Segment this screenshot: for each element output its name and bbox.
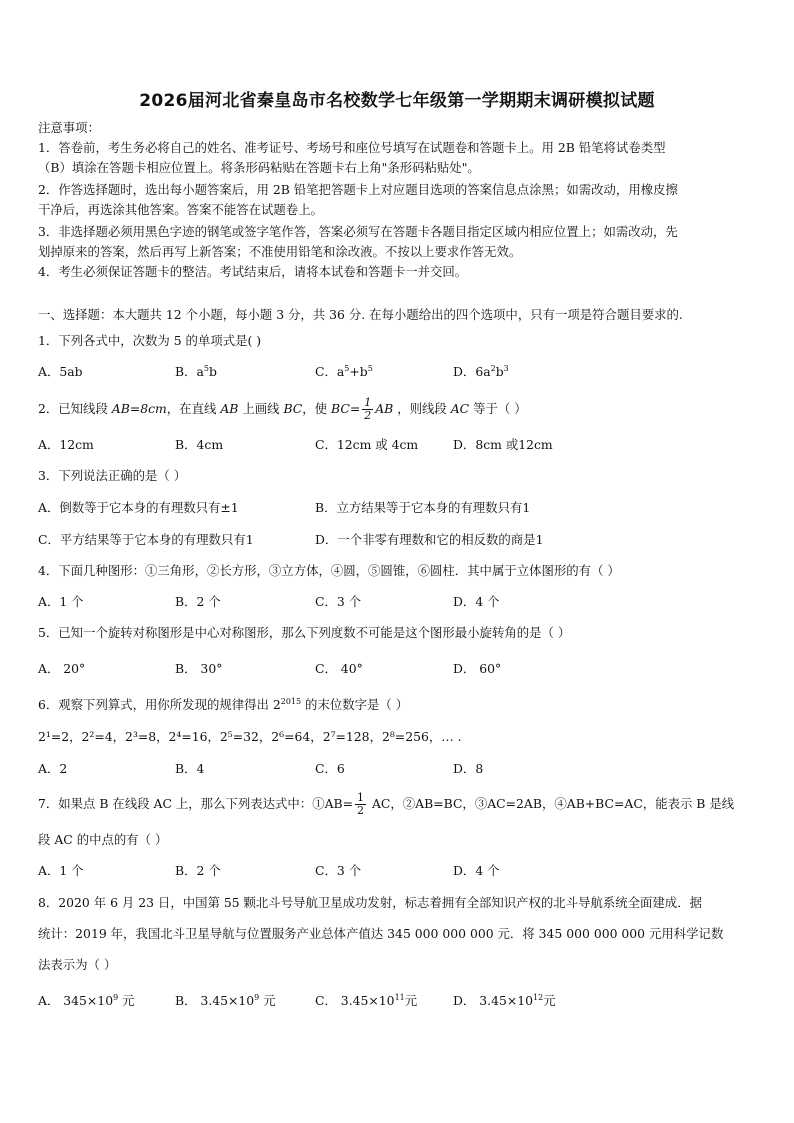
q3-option-c: C．平方结果等于它本身的有理数只有1: [38, 532, 254, 547]
question-8-stem-line-1: 8．2020 年 6 月 23 日，中国第 55 颗北斗号导航卫星成功发射，标志着拥有全部知识产权的北斗导航系统全面建成．据: [38, 895, 702, 910]
q4-option-d: D．4 个: [453, 594, 500, 609]
question-6-sequence: 2¹=2，2²=4，2³=8，2⁴=16，2⁵=32，2⁶=64，2⁷=128，2⁸=256，… .: [38, 729, 462, 744]
question-7-options: [38, 861, 760, 881]
question-1-stem: 1．下列各式中，次数为 5 的单项式是( ): [38, 333, 262, 348]
notice-heading: 注意事项：: [38, 120, 100, 135]
question-6-options: [38, 759, 760, 779]
section-heading: 一、选择题：本大题共 12 个小题，每小题 3 分，共 36 分. 在每小题给出的四个选项中，只有一项是符合题目要求的.: [38, 307, 683, 322]
q3-option-d: D．一个非零有理数和它的相反数的商是1: [315, 532, 544, 547]
question-8-options: [38, 991, 760, 1011]
q8-option-b: B． $3.45\times 10^9$ 元: [175, 992, 276, 1008]
q7-option-b: B．2 个: [175, 863, 221, 878]
fraction-one-half: $\frac{1}{2}$: [357, 791, 365, 817]
question-4-options: [38, 592, 760, 612]
q1-option-a: A．5ab: [38, 364, 83, 379]
q1-option-b: B．$a^5b$: [175, 363, 217, 379]
exam-title: 2026届河北省秦皇岛市名校数学七年级第一学期期末调研模拟试题: [139, 91, 655, 111]
q7-option-c: C．3 个: [315, 863, 362, 878]
question-7-stem-line-2: 段 AC 的中点的有（ ）: [38, 832, 168, 847]
question-5-stem: 5．已知一个旋转对称图形是中心对称图形，那么下列度数不可能是这个图形最小旋转角的是（ ）: [38, 625, 571, 640]
q2-option-a: A．12cm: [38, 437, 94, 452]
question-2-stem: 2．已知线段 AB=8cm，在直线 AB 上画线 BC，使 BC= $\frac{1}{2}$ AB ，则线段 AC 等于（ ）: [38, 396, 527, 422]
notice-item-3-line-1: 3．非选择题必须用黑色字迹的钢笔或签字笔作答，答案必须写在答题卡各题目指定区域内相应位置上；如需改动，先: [38, 224, 678, 239]
q3-option-b: B．立方结果等于它本身的有理数只有1: [315, 500, 531, 515]
q7-option-d: D．4 个: [453, 863, 500, 878]
notice-item-4: 4．考生必须保证答题卡的整洁。考试结束后，请将本试卷和答题卡一并交回。: [38, 264, 468, 279]
question-7-stem-line-1: 7．如果点 B 在线段 AC 上，那么下列表达式中：①AB= $\frac{1}{2}$ AC，②AB=BC，③AC=2AB，④AB+BC=AC，能表示 B 是线: [38, 791, 735, 817]
q5-option-d: D． 60°: [453, 661, 502, 676]
q2-option-d: D．8cm 或12cm: [453, 437, 553, 452]
question-3-stem: 3．下列说法正确的是（ ）: [38, 468, 187, 483]
q7-option-a: A．1 个: [38, 863, 84, 878]
notice-item-2-line-1: 2．作答选择题时，选出每小题答案后，用 2B 铅笔把答题卡上对应题目选项的答案信息点涂黑；如需改动，用橡皮擦: [38, 182, 678, 197]
q2-option-b: B．4cm: [175, 437, 224, 452]
question-8-stem-line-3: 法表示为（ ）: [38, 957, 117, 972]
notice-item-1-line-1: 1．答卷前，考生务必将自己的姓名、准考证号、考场号和座位号填写在试题卷和答题卡上。用 2B 铅笔将试卷类型: [38, 140, 666, 155]
q5-option-b: B． 30°: [175, 661, 223, 676]
q8-option-a: A． $345\times 10^9$ 元: [38, 992, 135, 1008]
q3-option-a: A．倒数等于它本身的有理数只有±1: [38, 500, 239, 515]
q1-option-c: C．$a^5+b^5$: [315, 363, 373, 379]
q6-option-a: A．2: [38, 761, 68, 776]
q6-option-b: B．4: [175, 761, 205, 776]
notice-item-2-line-2: 干净后，再选涂其他答案。答案不能答在试题卷上。: [38, 202, 323, 217]
q1-option-d: D．$6a^2b^3$: [453, 363, 509, 379]
question-8-stem-line-2: 统计：2019 年，我国北斗卫星导航与位置服务产业总体产值达 345 000 000 000 元．将 345 000 000 000 元用科学记数: [38, 926, 724, 941]
notice-item-3-line-2: 划掉原来的答案，然后再写上新答案；不准使用铅笔和涂改液。不按以上要求作答无效。: [38, 244, 522, 259]
q4-option-a: A．1 个: [38, 594, 84, 609]
notice-item-1-line-2: （B）填涂在答题卡相应位置上。将条形码粘贴在答题卡右上角"条形码粘贴处"。: [38, 160, 480, 175]
question-2-options: [38, 435, 760, 455]
q2-option-c: C．12cm 或 4cm: [315, 437, 419, 452]
question-4-stem: 4．下面几种图形：①三角形，②长方形，③立方体，④圆，⑤圆锥，⑥圆柱．其中属于立体图形的有（ ）: [38, 563, 620, 578]
q6-option-d: D．8: [453, 761, 484, 776]
q6-option-c: C．6: [315, 761, 345, 776]
question-5-options: [38, 659, 760, 679]
q4-option-b: B．2 个: [175, 594, 221, 609]
q5-option-a: A． 20°: [38, 661, 86, 676]
question-1-options: [38, 362, 760, 382]
question-3-options-row-1: [38, 498, 760, 518]
q4-option-c: C．3 个: [315, 594, 362, 609]
q8-option-d: D． $3.45\times 10^{12}$元: [453, 992, 556, 1008]
question-6-stem: 6．观察下列算式，用你所发现的规律得出 $2^{2015}$ 的末位数字是（ ）: [38, 696, 409, 712]
q8-option-c: C． $3.45\times 10^{11}$元: [315, 992, 418, 1008]
fraction-one-half: $\frac{1}{2}$: [364, 396, 372, 422]
q5-option-c: C． 40°: [315, 661, 363, 676]
question-3-options-row-2: [38, 530, 760, 550]
